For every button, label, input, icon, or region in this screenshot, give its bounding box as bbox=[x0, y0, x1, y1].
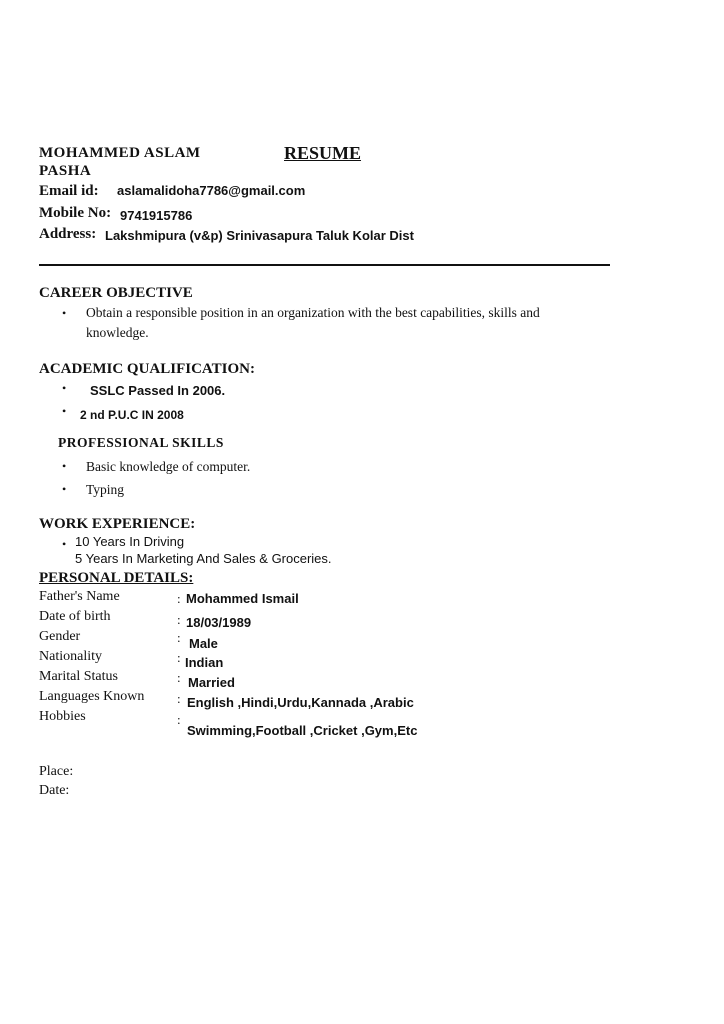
address-label: Address: bbox=[39, 226, 97, 242]
colon-separator: : bbox=[177, 650, 181, 665]
work-experience-line2: 5 Years In Marketing And Sales & Groceries. bbox=[75, 551, 332, 566]
gender-value: Male bbox=[189, 636, 218, 651]
skills-item-2: Typing bbox=[86, 482, 125, 497]
email-value: aslamalidoha7786@gmail.com bbox=[117, 183, 306, 198]
candidate-name-line1: MOHAMMED ASLAM bbox=[39, 145, 201, 161]
academic-item-2: 2 nd P.U.C IN 2008 bbox=[80, 408, 184, 422]
skills-item-1: Basic knowledge of computer. bbox=[86, 459, 251, 474]
candidate-name-line2: PASHA bbox=[39, 163, 92, 179]
bullet-icon: • bbox=[62, 404, 67, 418]
colon-separator: : bbox=[177, 670, 181, 685]
nationality-value: Indian bbox=[185, 655, 224, 670]
header-divider bbox=[39, 264, 610, 266]
languages-label: Languages Known bbox=[39, 689, 145, 704]
colon-separator: : bbox=[177, 630, 181, 645]
fathers-name-label: Father's Name bbox=[39, 589, 120, 604]
colon-separator: : bbox=[177, 612, 181, 627]
colon-separator: : bbox=[177, 591, 181, 606]
nationality-label: Nationality bbox=[39, 649, 102, 664]
bullet-icon: • bbox=[62, 482, 67, 496]
dob-label: Date of birth bbox=[39, 609, 111, 624]
bullet-icon: • bbox=[62, 381, 67, 395]
academic-heading: ACADEMIC QUALIFICATION: bbox=[39, 361, 255, 377]
bullet-icon: • bbox=[62, 459, 67, 473]
bullet-icon: • bbox=[62, 537, 67, 551]
fathers-name-value: Mohammed Ismail bbox=[186, 591, 299, 606]
work-experience-line1: 10 Years In Driving bbox=[75, 534, 185, 549]
skills-heading: PROFESSIONAL SKILLS bbox=[58, 435, 224, 450]
career-objective-line2: knowledge. bbox=[86, 325, 149, 340]
colon-separator: : bbox=[177, 712, 181, 727]
marital-status-label: Marital Status bbox=[39, 669, 118, 684]
colon-separator: : bbox=[177, 691, 181, 706]
academic-item-1: SSLC Passed In 2006. bbox=[90, 383, 226, 398]
career-objective-line1: Obtain a responsible position in an organization with the best capabilities, skills and bbox=[86, 305, 540, 320]
career-objective-heading: CAREER OBJECTIVE bbox=[39, 285, 193, 301]
hobbies-label: Hobbies bbox=[39, 709, 86, 724]
dob-value: 18/03/1989 bbox=[186, 615, 252, 630]
mobile-value: 9741915786 bbox=[120, 208, 193, 223]
mobile-label: Mobile No: bbox=[39, 205, 112, 221]
marital-status-value: Married bbox=[188, 675, 235, 690]
hobbies-value: Swimming,Football ,Cricket ,Gym,Etc bbox=[187, 723, 418, 738]
address-value: Lakshmipura (v&p) Srinivasapura Taluk Kolar Dist bbox=[105, 228, 414, 243]
languages-value: English ,Hindi,Urdu,Kannada ,Arabic bbox=[187, 695, 414, 710]
email-label: Email id: bbox=[39, 183, 99, 199]
work-experience-heading: WORK EXPERIENCE: bbox=[39, 516, 196, 532]
gender-label: Gender bbox=[39, 629, 81, 644]
date-label: Date: bbox=[39, 783, 70, 798]
page-title: RESUME bbox=[284, 143, 362, 163]
place-label: Place: bbox=[39, 764, 74, 779]
bullet-icon: • bbox=[62, 306, 67, 320]
personal-details-heading: PERSONAL DETAILS: bbox=[39, 570, 194, 586]
